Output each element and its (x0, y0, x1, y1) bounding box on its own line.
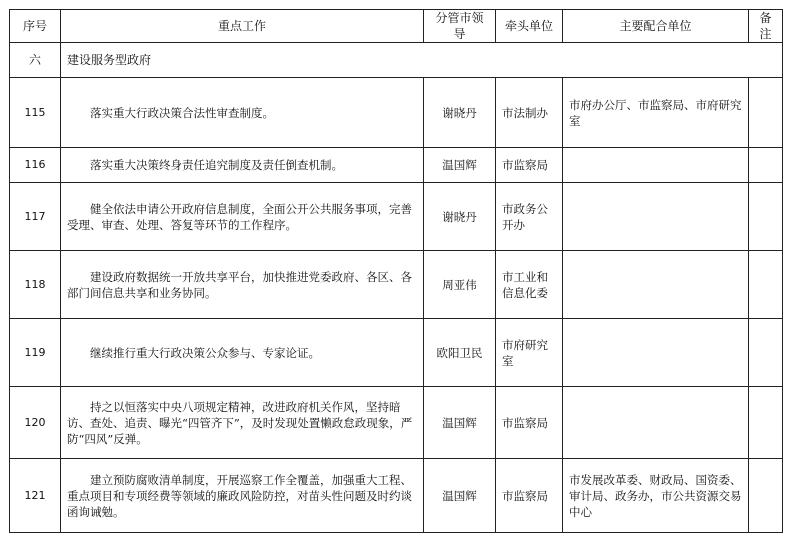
row-coop-units: 市发展改革委、财政局、国资委、审计局、政务办，市公共资源交易中心 (563, 459, 749, 533)
row-remark (749, 251, 783, 319)
row-remark (749, 183, 783, 251)
work-plan-table (9, 9, 783, 533)
row-leader: 欧阳卫民 (424, 319, 496, 387)
header-coop-units: 主要配合单位 (563, 10, 749, 43)
header-work: 重点工作 (61, 10, 424, 43)
section-row (10, 43, 783, 78)
row-coop-units (563, 183, 749, 251)
row-work: 落实重大决策终身责任追究制度及责任倒查机制。 (61, 148, 424, 183)
row-no: 116 (10, 148, 61, 183)
row-remark (749, 78, 783, 148)
row-lead-unit: 市政务公开办 (496, 183, 563, 251)
table-row (10, 148, 783, 183)
row-no: 120 (10, 387, 61, 459)
row-lead-unit: 市工业和信息化委 (496, 251, 563, 319)
row-lead-unit: 市府研究室 (496, 319, 563, 387)
table-row (10, 78, 783, 148)
row-no: 117 (10, 183, 61, 251)
row-work: 建设政府数据统一开放共享平台，加快推进党委政府、各区、各部门间信息共享和业务协同。 (61, 251, 424, 319)
header-no: 序号 (10, 10, 61, 43)
row-lead-unit: 市监察局 (496, 387, 563, 459)
header-leader: 分管市领导 (424, 10, 496, 43)
row-remark (749, 459, 783, 533)
row-no: 115 (10, 78, 61, 148)
row-work: 健全依法申请公开政府信息制度，全面公开公共服务事项，完善受理、审查、处理、答复等环节的工作程序。 (61, 183, 424, 251)
row-remark (749, 387, 783, 459)
row-leader: 谢晓丹 (424, 183, 496, 251)
row-remark (749, 319, 783, 387)
row-coop-units (563, 387, 749, 459)
header-row (10, 10, 783, 43)
row-coop-units (563, 251, 749, 319)
row-coop-units: 市府办公厅、市监察局、市府研究室 (563, 78, 749, 148)
header-lead-unit: 牵头单位 (496, 10, 563, 43)
table-row (10, 459, 783, 533)
row-remark (749, 148, 783, 183)
section-no: 六 (10, 43, 61, 78)
header-remark: 备注 (749, 10, 783, 43)
row-work: 持之以恒落实中央八项规定精神，改进政府机关作风，坚持暗访、查处、追责、曝光“四管齐下”，及时发现处置懒政怠政现象，严防“四风”反弹。 (61, 387, 424, 459)
row-lead-unit: 市监察局 (496, 459, 563, 533)
row-leader: 温国辉 (424, 459, 496, 533)
row-no: 119 (10, 319, 61, 387)
row-work: 落实重大行政决策合法性审查制度。 (61, 78, 424, 148)
row-no: 118 (10, 251, 61, 319)
row-leader: 谢晓丹 (424, 78, 496, 148)
table-row (10, 183, 783, 251)
table-row (10, 319, 783, 387)
table-row (10, 251, 783, 319)
row-coop-units (563, 319, 749, 387)
row-leader: 温国辉 (424, 387, 496, 459)
row-work: 继续推行重大行政决策公众参与、专家论证。 (61, 319, 424, 387)
row-leader: 温国辉 (424, 148, 496, 183)
row-leader: 周亚伟 (424, 251, 496, 319)
row-no: 121 (10, 459, 61, 533)
row-work: 建立预防腐败清单制度，开展巡察工作全覆盖，加强重大工程、重点项目和专项经费等领域的廉政风险防控，对苗头性问题及时约谈函询诫勉。 (61, 459, 424, 533)
section-title: 建设服务型政府 (61, 43, 783, 78)
row-lead-unit: 市法制办 (496, 78, 563, 148)
table-row (10, 387, 783, 459)
row-lead-unit: 市监察局 (496, 148, 563, 183)
row-coop-units (563, 148, 749, 183)
